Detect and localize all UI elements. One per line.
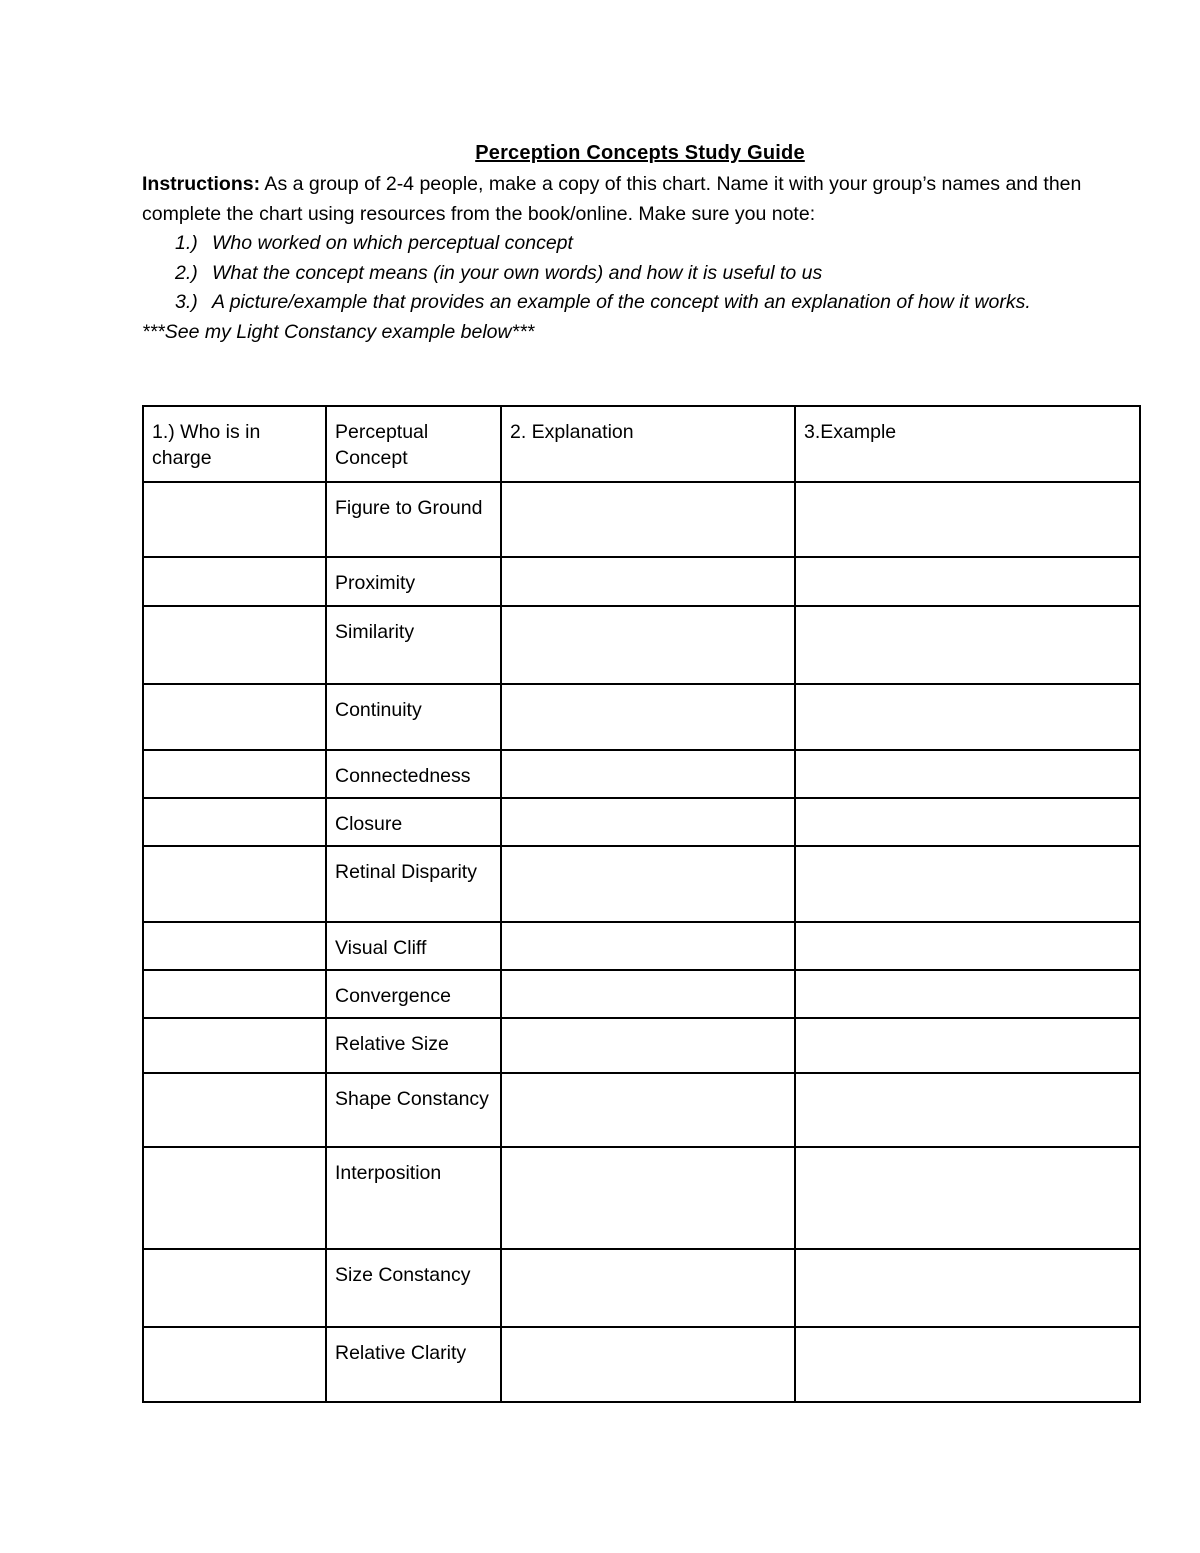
concept-cell: Closure — [326, 798, 501, 846]
explanation-cell[interactable] — [501, 482, 795, 557]
example-note: ***See my Light Constancy example below*** — [142, 320, 535, 343]
table-row — [143, 846, 1140, 922]
explanation-cell[interactable] — [501, 606, 795, 684]
explanation-cell[interactable] — [501, 1018, 795, 1073]
example-cell[interactable] — [795, 1147, 1140, 1249]
concept-cell: Similarity — [326, 606, 501, 684]
who-in-charge-cell[interactable] — [143, 557, 326, 606]
table-row — [143, 1249, 1140, 1327]
table-row — [143, 482, 1140, 557]
explanation-cell[interactable] — [501, 557, 795, 606]
table-row — [143, 606, 1140, 684]
example-cell[interactable] — [795, 482, 1140, 557]
concept-cell: Proximity — [326, 557, 501, 606]
concept-cell: Size Constancy — [326, 1249, 501, 1327]
example-cell[interactable] — [795, 922, 1140, 970]
table-row — [143, 684, 1140, 750]
instructions-label: Instructions: — [142, 173, 261, 195]
list-item-number: 2.) — [175, 261, 198, 284]
page-title: Perception Concepts Study Guide — [475, 142, 805, 164]
explanation-cell[interactable] — [501, 846, 795, 922]
table-header-row — [143, 406, 1140, 482]
who-in-charge-cell[interactable] — [143, 482, 326, 557]
table-row — [143, 798, 1140, 846]
who-in-charge-cell[interactable] — [143, 846, 326, 922]
list-item-number: 1.) — [175, 232, 198, 254]
who-in-charge-cell[interactable] — [143, 1018, 326, 1073]
concept-cell: Visual Cliff — [326, 922, 501, 970]
table-row — [143, 1018, 1140, 1073]
instructions-paragraph — [142, 170, 1138, 229]
example-cell[interactable] — [795, 846, 1140, 922]
example-cell[interactable] — [795, 1073, 1140, 1147]
who-in-charge-cell[interactable] — [143, 1327, 326, 1402]
header-perceptual-concept: Perceptual Concept — [326, 406, 501, 482]
list-item — [142, 229, 1138, 259]
table-row — [143, 557, 1140, 606]
table-row — [143, 1327, 1140, 1402]
explanation-cell[interactable] — [501, 1249, 795, 1327]
table-row — [143, 970, 1140, 1018]
explanation-cell[interactable] — [501, 1327, 795, 1402]
concept-cell: Shape Constancy — [326, 1073, 501, 1147]
table-row — [143, 750, 1140, 798]
list-item-text: What the concept means (in your own words) and how it is useful to us — [212, 261, 823, 284]
explanation-cell[interactable] — [501, 798, 795, 846]
example-cell[interactable] — [795, 606, 1140, 684]
table-row — [143, 922, 1140, 970]
list-item-number: 3.) — [175, 291, 198, 313]
concept-cell: Relative Clarity — [326, 1327, 501, 1402]
explanation-cell[interactable] — [501, 1147, 795, 1249]
who-in-charge-cell[interactable] — [143, 606, 326, 684]
list-item — [142, 259, 1138, 289]
concept-cell: Retinal Disparity — [326, 846, 501, 922]
list-item-text: A picture/example that provides an example of the concept with an explanation of how it works. — [212, 291, 1031, 313]
list-item — [142, 288, 1138, 318]
example-cell[interactable] — [795, 798, 1140, 846]
example-cell[interactable] — [795, 684, 1140, 750]
concept-cell: Relative Size — [326, 1018, 501, 1073]
list-item-text: Who worked on which perceptual concept — [212, 232, 573, 254]
example-cell[interactable] — [795, 557, 1140, 606]
explanation-cell[interactable] — [501, 922, 795, 970]
who-in-charge-cell[interactable] — [143, 970, 326, 1018]
instructions-text: As a group of 2-4 people, make a copy of this chart. Name it with your group’s names and then complete the chart using resources from the book/online. Make sure you note: — [142, 173, 1082, 225]
concepts-table — [142, 405, 1141, 1403]
who-in-charge-cell[interactable] — [143, 1073, 326, 1147]
instructions-block — [142, 170, 1138, 347]
header-explanation: 2. Explanation — [501, 406, 795, 482]
explanation-cell[interactable] — [501, 1073, 795, 1147]
explanation-cell[interactable] — [501, 750, 795, 798]
example-cell[interactable] — [795, 970, 1140, 1018]
who-in-charge-cell[interactable] — [143, 798, 326, 846]
instructions-list — [142, 229, 1138, 318]
who-in-charge-cell[interactable] — [143, 1147, 326, 1249]
table-row — [143, 1073, 1140, 1147]
concept-cell: Connectedness — [326, 750, 501, 798]
who-in-charge-cell[interactable] — [143, 922, 326, 970]
concept-cell: Convergence — [326, 970, 501, 1018]
who-in-charge-cell[interactable] — [143, 1249, 326, 1327]
who-in-charge-cell[interactable] — [143, 750, 326, 798]
table-row — [143, 1147, 1140, 1249]
explanation-cell[interactable] — [501, 684, 795, 750]
header-who-in-charge: 1.) Who is in charge — [143, 406, 326, 482]
example-cell[interactable] — [795, 750, 1140, 798]
concept-cell: Continuity — [326, 684, 501, 750]
example-cell[interactable] — [795, 1327, 1140, 1402]
who-in-charge-cell[interactable] — [143, 684, 326, 750]
example-cell[interactable] — [795, 1018, 1140, 1073]
concept-cell: Interposition — [326, 1147, 501, 1249]
header-example: 3.Example — [795, 406, 1140, 482]
explanation-cell[interactable] — [501, 970, 795, 1018]
example-cell[interactable] — [795, 1249, 1140, 1327]
concept-cell: Figure to Ground — [326, 482, 501, 557]
